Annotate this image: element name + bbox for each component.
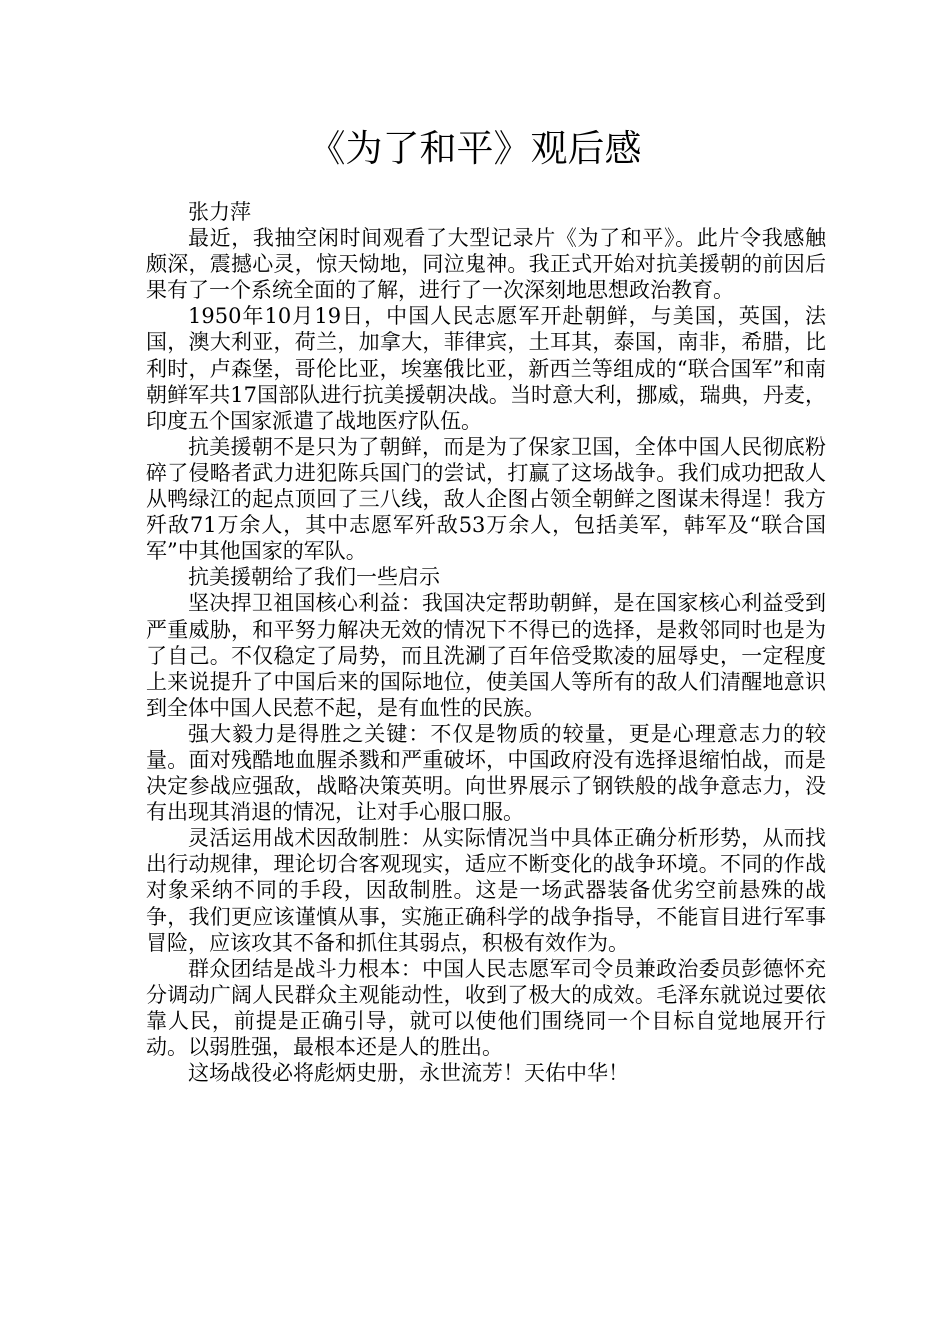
paragraph-history: 1950年10月19日，中国人民志愿军开赴朝鲜，与美国，英国，法国，澳大利亚，荷兰，加拿大，菲律宾，土耳其，泰国，南非，希腊，比利时，卢森堡，哥伦比亚，埃塞俄比亚，新西兰等组成的“联合国军”和南朝鲜军共17国部队进行抗美援朝决战。当时意大利，挪威，瑞典，丹麦，印度五个国家派遣了战地医疗队伍。 (146, 304, 826, 433)
paragraph-core-interests: 坚决捍卫祖国核心利益：我国决定帮助朝鲜，是在国家核心利益受到严重威胁，和平努力解决无效的情况下不得已的选择，是救邻同时也是为了自己。不仅稳定了局势，而且洗涮了百年倍受欺凌的屈辱史，一定程度上来说提升了中国后来的国际地位，使美国人等所有的敌人们清醒地意识到全体中国人民惹不起，是有血性的民族。 (146, 591, 826, 720)
paragraph-lessons-heading: 抗美援朝给了我们一些启示 (188, 565, 440, 590)
document-title: 《为了和平》观后感 (308, 127, 642, 170)
author-line: 张力萍 (188, 200, 251, 224)
paragraph-willpower: 强大毅力是得胜之关键：不仅是物质的较量，更是心理意志力的较量。面对残酷地血腥杀戮和严重破坏，中国政府没有选择退缩怕战，而是决定参战应强敌，战略决策英明。向世界展示了钢铁般的战争意志力，没有出现其消退的情况，让对手心服口服。 (146, 721, 826, 825)
paragraph-conclusion: 这场战役必将彪炳史册，永世流芳！天佑中华！ (188, 1061, 629, 1086)
document-body (146, 199, 826, 1086)
paragraph-unity: 群众团结是战斗力根本：中国人民志愿军司令员兼政治委员彭德怀充分调动广阔人民群众主观能动性，收到了极大的成效。毛泽东就说过要依靠人民，前提是正确引导，就可以使他们围绕同一个目标自觉地展开行动。以弱胜强，最根本还是人的胜出。 (146, 956, 826, 1059)
paragraph-tactics: 灵活运用战术因敌制胜：从实际情况当中具体正确分析形势，从而找出行动规律，理论切合客观现实，适应不断变化的战争环境。不同的作战对象采纳不同的手段，因敌制胜。这是一场武器装备优劣空前悬殊的战争，我们更应该谨慎从事，实施正确科学的战争指导，不能盲目进行军事冒险，应该攻其不备和抓住其弱点，积极有效作为。 (146, 826, 826, 955)
paragraph-intro: 最近，我抽空闲时间观看了大型记录片《为了和平》。此片令我感触颇深，震撼心灵，惊天恸地，同泣鬼神。我正式开始对抗美援朝的前因后果有了一个系统全面的了解，进行了一次深刻地思想政治教育。 (146, 226, 826, 303)
paragraph-significance: 抗美援朝不是只为了朝鲜，而是为了保家卫国，全体中国人民彻底粉碎了侵略者武力进犯陈兵国门的尝试，打赢了这场战争。我们成功把敌人从鸭绿江的起点顶回了三八线，敌人企图占领全朝鲜之图谋未得逞！我方歼敌71万余人，其中志愿军歼敌53万余人，包括美军，韩军及“联合国军”中其他国家的军队。 (146, 434, 826, 564)
